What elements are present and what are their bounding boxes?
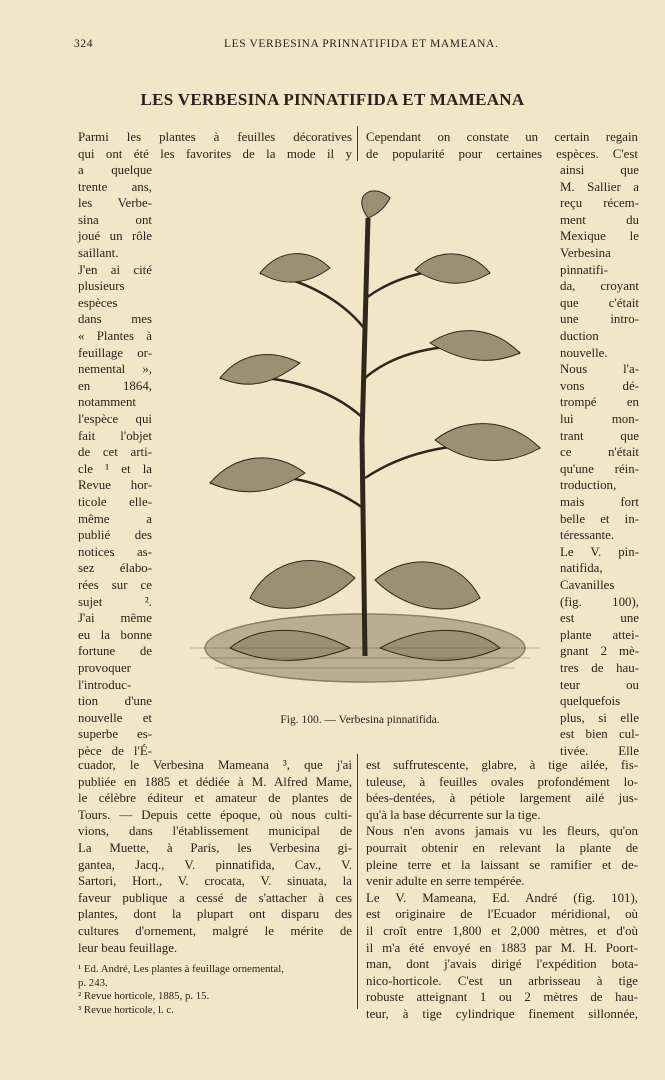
text-line: notices as- [78, 544, 152, 559]
text-line: de cet arti- [78, 445, 152, 460]
text-line: tuleuse, à feuilles ovales profondément lo- [366, 774, 638, 789]
text-line: que c'était [560, 295, 639, 310]
text-line: provoquer [78, 661, 131, 675]
text-line: qu'une réin- [560, 461, 639, 476]
column-rule [357, 754, 358, 1009]
text-line: téressante. [560, 528, 615, 543]
text-line: teur, à tige cylindrique finement sillonnée, [366, 1007, 638, 1021]
text-line: feuillage or- [78, 345, 152, 360]
text-line: man, dont j'avais dirigé l'expédition bota- [366, 957, 638, 972]
text-line: plantes, dont la plupart ont disparu des [78, 907, 352, 922]
text-line: M. Sallier a [560, 179, 639, 194]
text-line: venir adulte en serre tempérée. [366, 874, 525, 889]
text-line: Tours. — Depuis cette époque, où nous culti- [78, 807, 352, 822]
text-line: tion d'une [78, 694, 152, 709]
text-line: quelquefois [560, 694, 621, 709]
text-line: natifida, [560, 561, 603, 576]
text-line: pèce de l'É- [78, 744, 152, 758]
text-line: une intro- [560, 312, 639, 327]
text-line: est bien cul- [560, 727, 639, 742]
text-line: Revue hor- [78, 478, 152, 493]
text-line: Cavanilles [560, 578, 615, 592]
text-line: ¹ Ed. André, Les plantes à feuillage ornemental, [78, 963, 284, 975]
text-line: vions, dans l'établissement municipal de [78, 824, 352, 839]
text-line: tres de hau- [560, 661, 639, 675]
text-line: pourrait obtenir en relevant la plante de [366, 841, 638, 855]
text-line: les Verbe- [78, 196, 152, 211]
text-line: bées-dentées, à pétiole largement ailé jus- [366, 791, 638, 806]
page-number: 324 [74, 38, 94, 50]
running-title: LES VERBESINA PRINNATIFIDA ET MAMEANA. [224, 38, 499, 50]
text-line: l'introduc- [78, 677, 132, 692]
text-line: dans mes [78, 312, 152, 327]
text-line: a quelque [78, 163, 152, 177]
text-line: nouvelle. [560, 345, 608, 360]
text-line: belle et in- [560, 511, 639, 526]
text-line: faveur publique a cessé de s'attacher à ces [78, 890, 352, 905]
text-line: da, croyant [560, 279, 639, 294]
text-line: lui mon- [560, 412, 639, 426]
text-line: vons dé- [560, 378, 639, 393]
text-line: mais fort [560, 495, 639, 509]
text-line: Mexique le [560, 229, 639, 244]
text-line: trente ans, [78, 179, 152, 194]
text-line: est originaire de l'Ecuador méridional, où [366, 907, 638, 922]
text-line: « Plantes à [78, 329, 152, 343]
verbesina-plant-engraving-icon [160, 178, 560, 708]
text-line: Sartori, Hort., V. crocata, V. sinuata, la [78, 874, 352, 889]
text-line: nemental », [78, 362, 152, 377]
text-line: est une [560, 611, 639, 626]
text-line: ce n'était [560, 445, 639, 460]
text-line: (fig. 100), [560, 594, 639, 609]
text-line: Parmi les plantes à feuilles décoratives [78, 130, 352, 144]
text-line: cuador, le Verbesina Mameana ³, que j'ai [78, 758, 352, 772]
text-line: nico-horticole. C'est un arbrisseau à tige [366, 973, 638, 988]
text-line: gantea, Jacq., V. pinnatifida, Cav., V. [78, 857, 352, 872]
column-rule [357, 126, 358, 161]
figure-caption: Fig. 100. — Verbesina pinnatifida. [280, 714, 440, 726]
text-line: rées sur ce [78, 578, 152, 592]
text-line: notamment [78, 395, 136, 410]
text-line: duction [560, 329, 599, 343]
text-line: teur ou [560, 677, 639, 692]
text-line: p. 243. [78, 976, 108, 989]
text-line: l'espèce qui [78, 412, 152, 426]
text-line: Verbesina [560, 246, 611, 260]
text-line: ticole elle- [78, 495, 152, 509]
text-line: espèces [78, 295, 118, 310]
text-line: trompé en [560, 395, 639, 410]
text-line: publié des [78, 528, 152, 543]
text-line: La Muette, à Paris, les Verbesina gi- [78, 841, 352, 855]
text-line: ³ Revue horticole, l. c. [78, 1003, 174, 1016]
text-line: est suffrutescente, glabre, à tige ailée, fis- [366, 758, 638, 772]
text-line: qu'à la base décurrente sur la tige. [366, 807, 541, 822]
text-line: J'ai même [78, 611, 152, 626]
text-line: Le V. Mameana, Ed. André (fig. 101), [366, 890, 638, 905]
text-line: gnant 2 mè- [560, 644, 639, 659]
text-line: Nous n'en avons jamais vu les fleurs, qu'on [366, 824, 638, 839]
text-line: plusieurs [78, 279, 125, 294]
text-line: Cependant on constate un certain regain [366, 130, 638, 144]
text-line: nouvelle et [78, 710, 152, 725]
text-line: fortune de [78, 644, 152, 659]
text-line: pleine terre et la laissant se ramifier et de- [366, 857, 638, 872]
text-line: eu la bonne [78, 627, 152, 642]
text-line: il m'a été envoyé en 1883 par M. H. Poort- [366, 940, 638, 955]
text-line: même a [78, 511, 152, 526]
text-line: reçu récem- [560, 196, 639, 211]
text-line: ² Revue horticole, 1885, p. 15. [78, 990, 210, 1002]
text-line: sina ont [78, 212, 152, 227]
text-line: cle ¹ et la [78, 461, 152, 476]
text-line: trant que [560, 428, 639, 443]
text-line: joué un rôle [78, 229, 152, 244]
text-line: ment du [560, 212, 639, 227]
text-line: troduction, [560, 478, 617, 493]
text-line: robuste atteignant 1 ou 2 mètres de hau- [366, 990, 638, 1005]
text-line: publiée en 1885 et dédiée à M. Alfred Mame, [78, 774, 352, 789]
text-line: leur beau feuillage. [78, 940, 178, 955]
text-line: qui ont été les favorites de la mode il y [78, 146, 352, 161]
text-line: de popularité pour certaines espèces. C'est [366, 146, 638, 161]
text-line: plus, si elle [560, 710, 639, 725]
text-line: J'en ai cité [78, 262, 152, 277]
text-line: Nous l'a- [560, 362, 639, 377]
article-title: LES VERBESINA PINNATIFIDA ET MAMEANA [140, 90, 525, 109]
text-line: il croît entre 1,800 et 2,000 mètres, et d'où [366, 924, 638, 938]
text-line: Le V. pin- [560, 544, 639, 559]
text-line: sujet ². [78, 594, 152, 609]
text-line: plante attei- [560, 627, 639, 642]
text-line: cultures d'ornement, malgré le mérite de [78, 924, 352, 938]
text-line: en 1864, [78, 378, 152, 393]
text-line: tivée. Elle [560, 744, 639, 758]
text-line: le célèbre éditeur et amateur de plantes de [78, 791, 352, 806]
text-line: superbe es- [78, 727, 152, 742]
text-line: ainsi que [560, 163, 639, 177]
text-line: saillant. [78, 246, 119, 260]
text-line: sez élabo- [78, 561, 152, 576]
text-line: pinnatifi- [560, 262, 608, 277]
text-line: fait l'objet [78, 428, 152, 443]
